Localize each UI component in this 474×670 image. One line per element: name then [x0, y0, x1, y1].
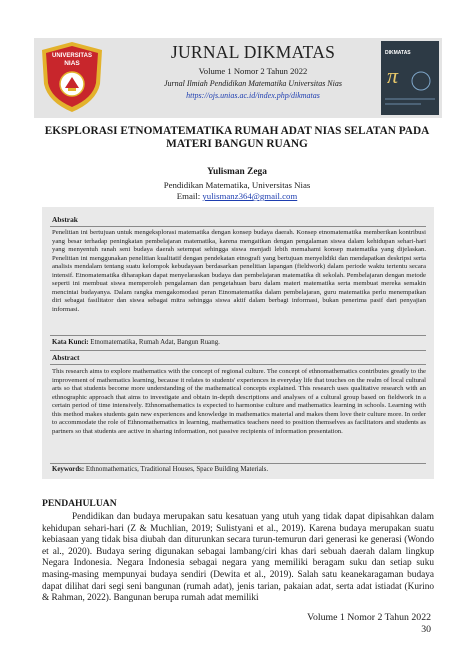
- page-number: 30: [421, 624, 431, 635]
- author-affiliation: Pendidikan Matematika, Universitas Nias: [163, 180, 311, 190]
- keywords-label: Kata Kunci:: [52, 339, 89, 346]
- journal-title: JURNAL DIKMATAS: [170, 42, 336, 62]
- email-label: Email:: [176, 191, 201, 201]
- abstract-divider: [50, 350, 426, 351]
- section-heading: PENDAHULUAN: [42, 498, 117, 509]
- journal-header: [34, 38, 442, 118]
- cover-label: DIKMATAS: [385, 50, 411, 56]
- abstract-divider: [50, 364, 426, 365]
- keywords-value: Etnomatematika, Rumah Adat, Bangun Ruang.: [90, 339, 220, 346]
- abstract-divider: [50, 335, 426, 336]
- author-name: Yulisman Zega: [207, 167, 267, 177]
- svg-text:UNIVERSITAS: UNIVERSITAS: [52, 53, 92, 59]
- abstract-en-text: This research aims to explore mathematics with the concept of regional culture. The concept of ethnomathematics contributes greatly to the improvement of mathematics learning, because it relates to students' experiences in everyday life that touches on the realm of local cultural arts so that students become more understanding of the mathematical concepts explained. This research uses qualitative research with an ethnographic approach that aims to investigate and obtain in-depth descriptions and analyses of a cultural group based on fieldwork in a certain period of time intensively. Ethnomathematics is expected to harmonise culture and mathematics learning in schools. Learning with this method makes students gain new experiences and knowledge in mathematics material and makes them love their culture more. In order to accommodate the role of Ethnomathematics in learning, mathematics teachers need to position themselves as facilitators and students as partners so that students are active in sharing information, not passive recipients of information presentation.: [52, 368, 426, 435]
- svg-text:NIAS: NIAS: [64, 60, 80, 67]
- footer-volume: Volume 1 Nomor 2 Tahun 2022: [307, 612, 431, 623]
- abstract-en-heading: Abstract: [52, 353, 80, 362]
- body-paragraph: Pendidikan dan budaya merupakan satu kesatuan yang utuh yang tidak dapat dipisahkan dalam kehidupan sehari-hari (Z & Muchlian, 2019; Sulistyani et al., 2019). Karena budaya merupakan suatu kebiasaan yang tidak bisa diubah dan diturunkan secara turun-temurun dari generasi ke generasi (Wondo et al., 2020). Budaya sering digunakan sebagai lambang/ciri khas dari sebuah daerah dalam lingkup Negara Indonesia. Negara Indonesia sebagai negara yang memiliki beragam suku dan setiap suku masing-masing mempunyai budaya sendiri (Dewita et al., 2019). Salah satu keanekaragaman budaya dapat dilihat dari segi seni bangunan (rumah adat), jenis tarian, pakaian adat, serta adat istiadat (Kurino & Rahman, 2022). Bangunan berupa rumah adat memiliki: [42, 512, 434, 604]
- journal-url-link[interactable]: https://ojs.unias.ac.id/index.php/dikmatas: [186, 91, 320, 100]
- abstract-box: [42, 207, 434, 479]
- paper-title: EKSPLORASI ETNOMATEMATIKA RUMAH ADAT NIAS SELATAN PADA MATERI BANGUN RUANG: [44, 125, 430, 150]
- cover-graphic: [381, 41, 439, 115]
- abstract-en-keywords: [52, 466, 426, 473]
- abstract-divider: [50, 463, 426, 464]
- keywords-label: Keywords:: [52, 466, 85, 473]
- journal-subtitle: Jurnal Ilmiah Pendidikan Matematika Universitas Nias: [164, 79, 342, 88]
- abstract-id-text: Penelitian ini bertujuan untuk mengeksplorasi matematika dengan konsep budaya daerah. Konsep etnomatematika memberikan kontribusi yang besar terhadap peningkatan pembelajaran matematika, karena mengaitkan dengan pengalaman siswa dalam kehidupan sehari-hari yang menyentuh ranah seni budaya daerah setempat sehingga siswa menjadi lebih memahami konsep matematika yang dijelaskan. Penelitian ini menggunakan penelitian kualitatif dengan pendekatan etnografi yang bertujuan menyelidiki dan mendapatkan deskripsi serta analisis mendalam tentang suatu kelompok kebudayaan berdasarkan penelitian lapangan (fieldwork) dalam periode waktu tertentu secara intensif. Etnomatematika diharapkan dapat menyelaraskan budaya dan pembelajaran matematika di sekolah. Pembelajaran dengan metode seperti ini membuat siswa memperoleh pengalaman dan pengetahuan baru dalam materi matematika serta membuat mereka semakin mencintai budayanya. Dalam rangka mengakomodasi peran Etnomatematika dalam pembelajaran, guru matematika perlu menempatkan diri sebagai fasilitator dan siswa sebagai mitra sehingga siswa aktif dalam berbagi informasi, bukan penerima pasif dari penyajian informasi.: [52, 229, 426, 313]
- keywords-value: Ethnomathematics, Traditional Houses, Space Building Materials.: [85, 466, 269, 473]
- abstract-id-heading: Abstrak: [52, 215, 78, 224]
- journal-cover-thumbnail: [381, 41, 439, 115]
- abstract-id-keywords: [52, 339, 426, 346]
- abstract-divider: [50, 226, 426, 227]
- journal-volume: Volume 1 Nomor 2 Tahun 2022: [198, 66, 308, 76]
- university-logo: [38, 40, 106, 114]
- email-link[interactable]: yulismanz364@gmail.com: [202, 191, 298, 201]
- pi-icon: π: [387, 63, 399, 88]
- author-email: [40, 191, 434, 201]
